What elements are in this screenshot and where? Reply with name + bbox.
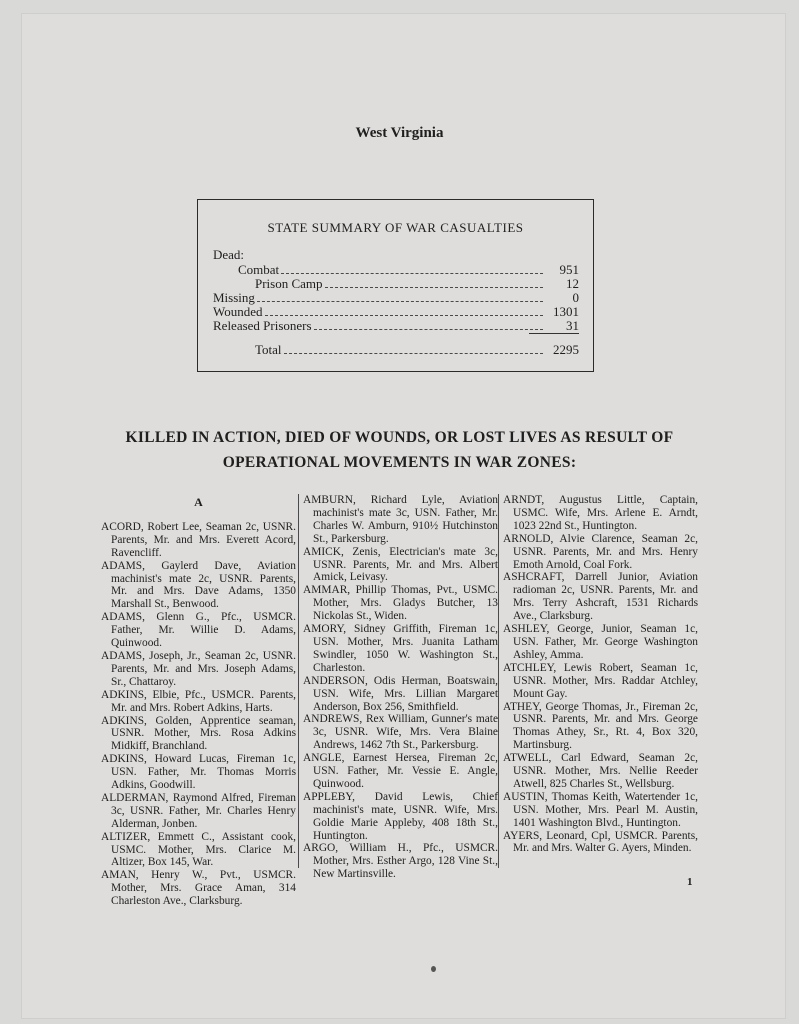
leader-dots (257, 300, 543, 302)
summary-title: STATE SUMMARY OF WAR CASUALTIES (267, 220, 524, 235)
summary-row-released-prisoners (213, 318, 579, 334)
casualty-entry: ASHCRAFT, Darrell Junior, Aviation radioman 2c, USNR. Parents, Mr. and Mrs. Terry Ashcraft, 1531 Richards Ave., Clarksburg. (503, 571, 698, 623)
total-rule (529, 333, 579, 334)
casualty-entry: AMAN, Henry W., Pvt., USMCR. Mother, Mrs. Grace Aman, 314 Charleston Ave., Clarksburg. (101, 869, 296, 908)
leader-dots (265, 314, 544, 316)
casualty-entry: ASHLEY, George, Junior, Seaman 1c, USN. Father, Mr. George Washington Ashley, Amma. (503, 623, 698, 661)
summary-label: Prison Camp (255, 276, 323, 291)
section-letter: A (194, 495, 203, 509)
summary-value: 0 (572, 290, 579, 305)
casualty-entry: AUSTIN, Thomas Keith, Watertender 1c, USN. Mother, Mrs. Pearl M. Austin, 1401 Washington Blvd., Huntington. (503, 790, 698, 829)
summary-label: Wounded (213, 304, 263, 319)
leader-dots (281, 272, 543, 274)
casualty-entry: ADAMS, Joseph, Jr., Seaman 2c, USNR. Parents, Mr. and Mrs. Joseph Adams, Sr., Chattaroy. (101, 649, 296, 688)
column-divider (498, 494, 499, 868)
state-summary-box (197, 199, 594, 372)
casualty-entry: AMBURN, Richard Lyle, Aviation machinist's mate 3c, USN. Father, Mr. Charles W. Amburn, 910½ Hutchinston St., Parkersburg. (303, 494, 498, 545)
paper-speck (431, 966, 436, 972)
casualty-entry: ADKINS, Howard Lucas, Fireman 1c, USN. Father, Mr. Thomas Morris Adkins, Goodwill. (101, 753, 296, 792)
column-divider (298, 494, 299, 868)
leader-dots (284, 352, 543, 354)
casualty-entry: ACORD, Robert Lee, Seaman 2c, USNR. Parents, Mr. and Mrs. Everett Acord, Ravencliff. (101, 520, 296, 559)
casualty-entry: ATCHLEY, Lewis Robert, Seaman 1c, USNR. Mother, Mrs. Raddar Atchley, Mount Gay. (503, 661, 698, 700)
summary-label: Total (255, 342, 282, 357)
state-title: West Virginia (355, 125, 444, 141)
section-heading-line1: KILLED IN ACTION, DIED OF WOUNDS, OR LOST LIVES AS RESULT OF (125, 429, 674, 446)
casualty-entry: ARNOLD, Alvie Clarence, Seaman 2c, USNR. Parents, Mr. and Mrs. Henry Emoth Arnold, Coal Fork. (503, 532, 698, 571)
summary-label: Released Prisoners (213, 318, 312, 333)
summary-label: Combat (238, 262, 280, 277)
casualty-entry: ATHEY, George Thomas, Jr., Fireman 2c, USNR. Parents, Mr. and Mrs. George Thomas Athey, Sr., Rt. 4, Box 320, Martinsburg. (503, 700, 698, 752)
casualty-entry: AMICK, Zenis, Electrician's mate 3c, USNR. Parents, Mr. and Mrs. Albert Amick, Leivasy. (303, 545, 498, 584)
casualty-entry: ANDERSON, Odis Herman, Boatswain, USN. Wife, Mrs. Lillian Margaret Anderson, Box 256, Smithfield. (303, 674, 498, 713)
casualty-entry: ANGLE, Earnest Hersea, Fireman 2c, USN. Father, Mr. Vessie E. Angle, Quinwood. (303, 752, 498, 790)
dead-label: Dead: (213, 247, 245, 262)
leader-dots (325, 286, 543, 288)
casualty-entry: ANDREWS, Rex William, Gunner's mate 3c, USNR. Wife, Mrs. Vera Blaine Andrews, 1462 7th St., Parkersburg. (303, 713, 498, 752)
summary-value: 1301 (553, 304, 579, 319)
summary-row-total (255, 342, 579, 358)
casualty-entry: ADKINS, Golden, Apprentice seaman, USNR. Mother, Mrs. Rosa Adkins Midkiff, Branchland. (101, 714, 296, 753)
casualty-entry: ALDERMAN, Raymond Alfred, Fireman 3c, USNR. Father, Mr. Charles Henry Alderman, Jonben. (101, 791, 296, 830)
casualty-entry: ALTIZER, Emmett C., Assistant cook, USMC. Mother, Mrs. Clarice M. Altizer, Box 145, War. (101, 830, 296, 869)
casualty-column-3 (503, 494, 698, 855)
summary-value: 12 (566, 276, 579, 291)
casualty-entry: ADAMS, Glenn G., Pfc., USMCR. Father, Mr. Willie D. Adams, Quinwood. (101, 611, 296, 650)
summary-value: 31 (566, 318, 579, 333)
section-heading-line2: OPERATIONAL MOVEMENTS IN WAR ZONES: (222, 454, 577, 471)
casualty-entry: AMMAR, Phillip Thomas, Pvt., USMC. Mother, Mrs. Gladys Butcher, 13 Nickolas St., Widen. (303, 584, 498, 623)
casualty-entry: AMORY, Sidney Griffith, Fireman 1c, USN. Mother, Mrs. Juanita Latham Swindler, 1050 W. Washington St., Charleston. (303, 623, 498, 674)
casualty-column-1 (101, 494, 296, 908)
summary-value: 951 (559, 262, 579, 277)
casualty-entry: ARGO, William H., Pfc., USMCR. Mother, Mrs. Esther Argo, 128 Vine St., New Martinsville. (303, 842, 498, 881)
casualty-entry: ADKINS, Elbie, Pfc., USMCR. Parents, Mr. and Mrs. Robert Adkins, Harts. (101, 688, 296, 714)
page-number: 1 (687, 876, 693, 888)
leader-dots (314, 328, 543, 330)
summary-label: Missing (213, 290, 255, 305)
summary-value: 2295 (553, 342, 579, 357)
casualty-entry: APPLEBY, David Lewis, Chief machinist's mate, USNR. Wife, Mrs. Goldie Marie Appleby, 408 18th St., Huntington. (303, 790, 498, 842)
casualty-column-2 (303, 494, 498, 881)
casualty-entry: ARNDT, Augustus Little, Captain, USMC. Wife, Mrs. Arlene E. Arndt, 1023 22nd St., Huntington. (503, 494, 698, 532)
casualty-entry: ATWELL, Carl Edward, Seaman 2c, USNR. Mother, Mrs. Nellie Reeder Atwell, 825 Charles St., Wellsburg. (503, 752, 698, 790)
casualty-entry: AYERS, Leonard, Cpl, USMCR. Parents, Mr. and Mrs. Walter G. Ayers, Minden. (503, 829, 698, 855)
casualty-entry: ADAMS, Gaylerd Dave, Aviation machinist's mate 2c, USNR. Parents, Mr. and Mrs. Dave Adams, 1350 Marshall St., Benwood. (101, 559, 296, 611)
